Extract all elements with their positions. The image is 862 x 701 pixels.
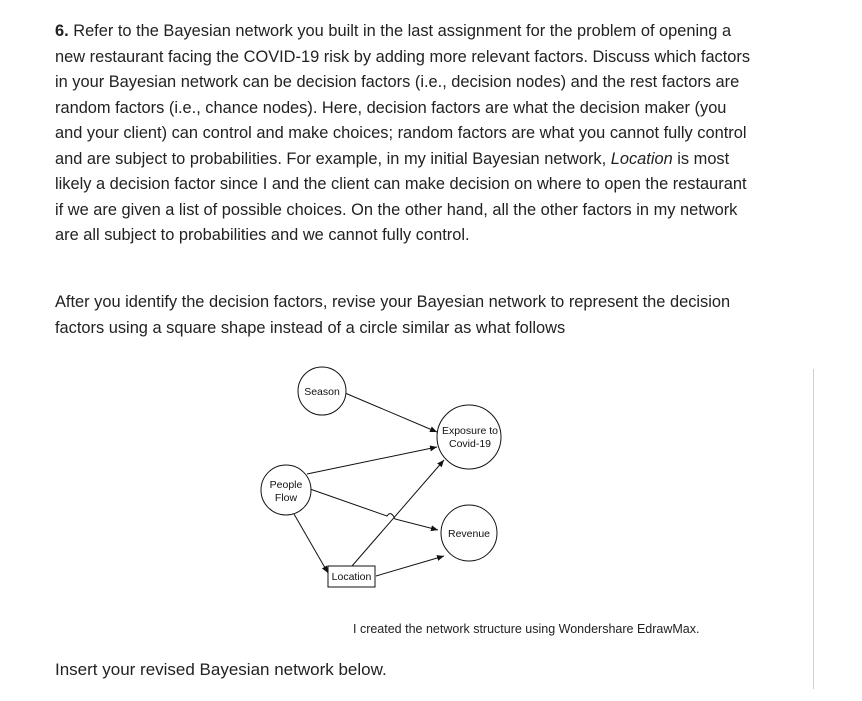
instruction-paragraph: After you identify the decision factors, revise your Bayesian network to represent the decision factors using a square shape instead of a circle similar as what follows bbox=[55, 293, 731, 337]
question-emphasis: Location bbox=[610, 149, 673, 168]
edge-season-exposure bbox=[345, 393, 437, 432]
insert-instruction: Insert your revised Bayesian network below. bbox=[55, 660, 387, 679]
node-season bbox=[298, 367, 346, 415]
vertical-divider bbox=[813, 369, 814, 689]
question-number: 6. bbox=[55, 22, 69, 40]
node-revenue bbox=[441, 505, 497, 561]
edge-people-location bbox=[294, 514, 328, 573]
node-season-label: Season bbox=[304, 386, 340, 398]
node-revenue-label: Revenue bbox=[447, 528, 491, 540]
edge-people-revenue bbox=[310, 489, 438, 530]
node-location bbox=[328, 566, 375, 587]
node-people-label-2: Flow bbox=[274, 492, 298, 504]
question-text-part1: Refer to the Bayesian network you built in the last assignment for the problem of opening a new restaurant facing the COVID-19 risk by adding more relevant factors. Discuss which factors in your Bayesian network can be decision factors (i.e., decision nodes) and the rest factors are random factors (i.e., chance nodes). Here, decision factors are what the decision maker (you and your client) can control and make choices; random factors are what you cannot fully control and are subject to probabilities. For example, in my initial Bayesian network, bbox=[55, 22, 751, 168]
node-location-label: Location bbox=[331, 571, 372, 583]
node-exposure bbox=[437, 405, 501, 469]
node-people-flow bbox=[261, 465, 311, 515]
node-exposure-label-2: Covid-19 bbox=[448, 438, 492, 450]
question-text-part2: is most likely a decision factor since I and the client can make decision on where to open the restaurant if we are given a list of possible choices. On the other hand, all the other factors in my network are all subject to probabilities and we cannot fully control. bbox=[55, 149, 747, 244]
node-exposure-label-1: Exposure to bbox=[441, 425, 499, 437]
diagram-caption: I created the network structure using Wondershare EdrawMax. bbox=[353, 622, 700, 636]
edge-people-exposure bbox=[307, 447, 437, 474]
node-people-label-1: People bbox=[269, 479, 303, 491]
edge-location-revenue bbox=[376, 556, 444, 576]
edge-location-exposure bbox=[352, 460, 444, 566]
